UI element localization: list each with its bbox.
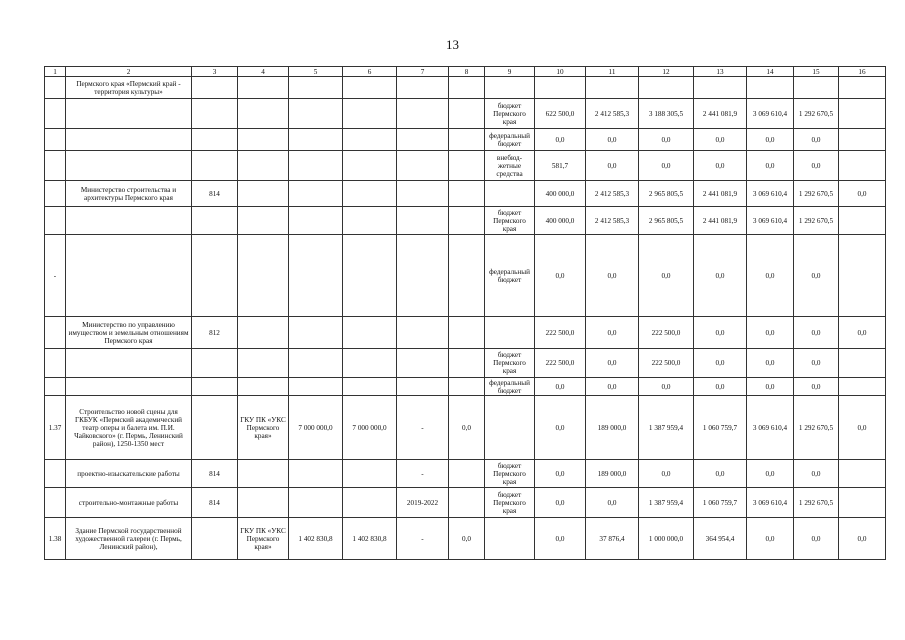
column-header: 14 [747, 67, 794, 77]
table-cell: 0,0 [747, 317, 794, 349]
table-cell: 0,0 [586, 378, 639, 396]
table-cell: 0,0 [747, 129, 794, 151]
table-cell: 0,0 [449, 396, 485, 460]
table-cell: федеральный бюджет [485, 235, 535, 317]
table-cell: 0,0 [586, 349, 639, 378]
table-cell [449, 207, 485, 235]
table-cell [192, 129, 238, 151]
table-cell: 1 402 830,8 [343, 518, 397, 560]
table-cell [66, 151, 192, 181]
table-cell: 7 000 000,0 [289, 396, 343, 460]
table-row [45, 460, 886, 488]
table-cell: бюджет Пермского края [485, 99, 535, 129]
table-cell [45, 129, 66, 151]
table-cell: 812 [192, 317, 238, 349]
table-cell [45, 77, 66, 99]
table-cell: 581,7 [535, 151, 586, 181]
table-cell [45, 181, 66, 207]
table-cell [343, 77, 397, 99]
table-cell [238, 460, 289, 488]
table-cell: Здание Пермской государственной художественной галереи (г. Пермь, Ленинский район), [66, 518, 192, 560]
table-cell: 0,0 [535, 378, 586, 396]
table-cell [192, 235, 238, 317]
table-cell [397, 181, 449, 207]
table-cell [192, 396, 238, 460]
table-cell [397, 235, 449, 317]
table-cell [238, 181, 289, 207]
table-cell [449, 129, 485, 151]
table-cell: 0,0 [535, 129, 586, 151]
table-cell [839, 378, 886, 396]
table-cell [192, 349, 238, 378]
table-cell: 222 500,0 [639, 317, 694, 349]
table-cell [289, 460, 343, 488]
column-header: 15 [794, 67, 839, 77]
table-cell: 0,0 [535, 488, 586, 518]
table-cell: 0,0 [747, 151, 794, 181]
table-cell [586, 77, 639, 99]
table-cell [397, 349, 449, 378]
table-row [45, 378, 886, 396]
table-cell: 622 500,0 [535, 99, 586, 129]
table-cell [192, 378, 238, 396]
table-cell: строительно-монтажные работы [66, 488, 192, 518]
table-cell: 1 292 670,5 [794, 181, 839, 207]
table-cell [839, 488, 886, 518]
table-row [45, 235, 886, 317]
table-cell [449, 235, 485, 317]
table-cell: 0,0 [794, 518, 839, 560]
table-cell [45, 151, 66, 181]
table-cell [839, 460, 886, 488]
table-cell: Министерство строительства и архитектуры Пермского края [66, 181, 192, 207]
column-header-row [45, 67, 886, 77]
table-cell: 2 412 585,3 [586, 99, 639, 129]
table-cell [289, 151, 343, 181]
table-cell: федеральный бюджет [485, 129, 535, 151]
table-cell: - [397, 396, 449, 460]
table-cell: 2 965 805,5 [639, 181, 694, 207]
table-cell [66, 235, 192, 317]
table-cell: 3 069 610,4 [747, 181, 794, 207]
column-header: 9 [485, 67, 535, 77]
table-cell [238, 349, 289, 378]
table-cell [192, 77, 238, 99]
table-cell [485, 518, 535, 560]
table-cell: 1 000 000,0 [639, 518, 694, 560]
table-cell: 0,0 [586, 129, 639, 151]
table-cell: 2 412 585,3 [586, 207, 639, 235]
table-cell [397, 317, 449, 349]
column-header: 10 [535, 67, 586, 77]
table-cell [238, 207, 289, 235]
table-cell [66, 129, 192, 151]
table-cell: 0,0 [794, 235, 839, 317]
table-cell: 0,0 [839, 396, 886, 460]
table-cell: 0,0 [639, 129, 694, 151]
column-header: 7 [397, 67, 449, 77]
table-cell: 3 188 305,5 [639, 99, 694, 129]
table-cell: 0,0 [586, 317, 639, 349]
table-cell: 1 292 670,5 [794, 396, 839, 460]
table-cell [289, 181, 343, 207]
table-cell [45, 460, 66, 488]
table-cell [66, 349, 192, 378]
table-cell [238, 235, 289, 317]
table-cell [66, 99, 192, 129]
table-cell [449, 77, 485, 99]
table-cell: 0,0 [794, 317, 839, 349]
table-cell: 2 441 081,9 [694, 181, 747, 207]
table-cell: 0,0 [586, 235, 639, 317]
table-row [45, 317, 886, 349]
table-cell: ГКУ ПК «УКС Пермского края» [238, 518, 289, 560]
table-cell: 3 069 610,4 [747, 207, 794, 235]
table-cell: 2 412 585,3 [586, 181, 639, 207]
table-cell [45, 349, 66, 378]
table-cell [449, 317, 485, 349]
table-cell: 0,0 [794, 349, 839, 378]
table-cell: бюджет Пермского края [485, 460, 535, 488]
table-cell [449, 151, 485, 181]
table-cell [289, 129, 343, 151]
table-cell [238, 77, 289, 99]
table-cell: внебюд-жетные средства [485, 151, 535, 181]
table-cell: 1 292 670,5 [794, 207, 839, 235]
table-cell: 0,0 [694, 378, 747, 396]
table-cell: бюджет Пермского края [485, 349, 535, 378]
table-cell: 0,0 [694, 129, 747, 151]
table-cell [66, 207, 192, 235]
table-cell [238, 129, 289, 151]
table-cell: Пермского края «Пермский край - территория культуры» [66, 77, 192, 99]
table-cell: 0,0 [639, 151, 694, 181]
table-cell: 7 000 000,0 [343, 396, 397, 460]
table-row [45, 99, 886, 129]
table-cell [535, 77, 586, 99]
table-cell [289, 77, 343, 99]
table-cell: 364 954,4 [694, 518, 747, 560]
column-header: 2 [66, 67, 192, 77]
table-cell: 0,0 [794, 129, 839, 151]
column-header: 4 [238, 67, 289, 77]
column-header: 12 [639, 67, 694, 77]
table-cell: 400 000,0 [535, 181, 586, 207]
table-cell [449, 488, 485, 518]
table-cell [839, 151, 886, 181]
table-cell [343, 317, 397, 349]
table-cell: 0,0 [535, 396, 586, 460]
table-cell: 0,0 [694, 317, 747, 349]
table-cell [485, 181, 535, 207]
table-cell: - [397, 460, 449, 488]
table-cell [343, 460, 397, 488]
table-cell: федеральный бюджет [485, 378, 535, 396]
table-cell [192, 518, 238, 560]
table-cell: 189 000,0 [586, 396, 639, 460]
table-row [45, 129, 886, 151]
table-cell: 0,0 [839, 518, 886, 560]
table-cell [839, 129, 886, 151]
table-cell: 222 500,0 [639, 349, 694, 378]
budget-table [44, 66, 886, 560]
table-cell [192, 99, 238, 129]
table-cell [289, 378, 343, 396]
table-row [45, 349, 886, 378]
table-cell [397, 378, 449, 396]
table-cell [238, 317, 289, 349]
table-cell: 1 060 759,7 [694, 396, 747, 460]
column-header: 16 [839, 67, 886, 77]
table-cell [485, 77, 535, 99]
table-cell: 814 [192, 460, 238, 488]
page-number: 13 [446, 37, 459, 52]
table-cell [343, 207, 397, 235]
table-cell [343, 488, 397, 518]
table-cell: 0,0 [535, 235, 586, 317]
table-cell: - [397, 518, 449, 560]
table-cell [289, 207, 343, 235]
table-cell: 3 069 610,4 [747, 99, 794, 129]
column-header: 6 [343, 67, 397, 77]
table-cell: 2 441 081,9 [694, 207, 747, 235]
table-cell: 3 069 610,4 [747, 488, 794, 518]
table-cell [839, 207, 886, 235]
table-cell [449, 99, 485, 129]
table-row [45, 77, 886, 99]
table-row [45, 151, 886, 181]
table-cell: 2019-2022 [397, 488, 449, 518]
table-cell: Строительство новой сцены для ГКБУК «Пермский академический театр оперы и балета им. П.И. Чайковского» (г. Пермь, Ленинский район), 1250-1350 мест [66, 396, 192, 460]
table-cell: 0,0 [839, 181, 886, 207]
table-cell: 0,0 [839, 317, 886, 349]
table-cell [289, 235, 343, 317]
table-cell [449, 378, 485, 396]
table-cell: 1 402 830,8 [289, 518, 343, 560]
column-header: 11 [586, 67, 639, 77]
table-cell [45, 488, 66, 518]
table-cell [839, 349, 886, 378]
table-cell [397, 151, 449, 181]
table-cell: бюджет Пермского края [485, 207, 535, 235]
table-cell: 189 000,0 [586, 460, 639, 488]
table-cell [449, 460, 485, 488]
table-cell: - [45, 235, 66, 317]
table-cell: 0,0 [586, 488, 639, 518]
table-cell [747, 77, 794, 99]
table-cell: 2 965 805,5 [639, 207, 694, 235]
table-cell: бюджет Пермского края [485, 488, 535, 518]
table-cell: 37 876,4 [586, 518, 639, 560]
table-cell: 0,0 [747, 460, 794, 488]
table-cell: 0,0 [794, 151, 839, 181]
table-cell [343, 378, 397, 396]
table-cell [397, 207, 449, 235]
table-cell: 0,0 [639, 235, 694, 317]
table-row [45, 488, 886, 518]
table-cell [449, 349, 485, 378]
table-cell [45, 99, 66, 129]
table-cell [839, 235, 886, 317]
table-cell [485, 396, 535, 460]
table-cell: 0,0 [747, 378, 794, 396]
table-cell [343, 349, 397, 378]
table-cell [839, 77, 886, 99]
table-cell: 1 060 759,7 [694, 488, 747, 518]
table-cell [794, 77, 839, 99]
table-cell [639, 77, 694, 99]
table-cell: 2 441 081,9 [694, 99, 747, 129]
table-cell [238, 99, 289, 129]
table-cell [397, 77, 449, 99]
table-cell [839, 99, 886, 129]
table-cell [45, 317, 66, 349]
table-cell: 3 069 610,4 [747, 396, 794, 460]
table-cell: 0,0 [586, 151, 639, 181]
table-cell [343, 235, 397, 317]
column-header: 3 [192, 67, 238, 77]
table-cell [45, 378, 66, 396]
table-cell: 0,0 [449, 518, 485, 560]
table-cell: 0,0 [694, 460, 747, 488]
table-cell [397, 99, 449, 129]
table-cell [192, 151, 238, 181]
table-row [45, 207, 886, 235]
table-cell [289, 317, 343, 349]
table-cell: 0,0 [535, 518, 586, 560]
table-cell: 1 387 959,4 [639, 396, 694, 460]
table-cell [238, 488, 289, 518]
column-header: 8 [449, 67, 485, 77]
table-cell: 0,0 [747, 349, 794, 378]
table-cell: 0,0 [747, 235, 794, 317]
table-cell: 0,0 [794, 378, 839, 396]
table-cell [343, 181, 397, 207]
table-cell: 1 387 959,4 [639, 488, 694, 518]
table-cell [192, 207, 238, 235]
column-header: 1 [45, 67, 66, 77]
table-cell: 400 000,0 [535, 207, 586, 235]
table-cell [289, 488, 343, 518]
table-cell: 1.38 [45, 518, 66, 560]
table-cell: проектно-изыскательские работы [66, 460, 192, 488]
table-cell [238, 378, 289, 396]
table-cell [66, 378, 192, 396]
table-cell [694, 77, 747, 99]
table-row [45, 181, 886, 207]
table-cell: 814 [192, 488, 238, 518]
table-cell: 0,0 [694, 151, 747, 181]
table-cell: 1 292 670,5 [794, 99, 839, 129]
table-cell [485, 317, 535, 349]
table-cell: 0,0 [535, 460, 586, 488]
table-cell [238, 151, 289, 181]
table-cell: 0,0 [639, 378, 694, 396]
table-cell: Министерство по управлению имуществом и земельным отношениям Пермского края [66, 317, 192, 349]
column-header: 13 [694, 67, 747, 77]
table-cell: 222 500,0 [535, 317, 586, 349]
table-cell: 222 500,0 [535, 349, 586, 378]
table-cell [343, 99, 397, 129]
table-cell: 1 292 670,5 [794, 488, 839, 518]
table-cell [343, 151, 397, 181]
table-cell [343, 129, 397, 151]
table-row [45, 396, 886, 460]
table-cell: ГКУ ПК «УКС Пермского края» [238, 396, 289, 460]
table-cell: 814 [192, 181, 238, 207]
table-cell: 0,0 [794, 460, 839, 488]
table-cell: 1.37 [45, 396, 66, 460]
table-cell [449, 181, 485, 207]
table-cell [289, 99, 343, 129]
column-header: 5 [289, 67, 343, 77]
table-cell [289, 349, 343, 378]
table-cell [397, 129, 449, 151]
table-cell: 0,0 [639, 460, 694, 488]
table-cell: 0,0 [694, 235, 747, 317]
table-cell: 0,0 [747, 518, 794, 560]
table-cell: 0,0 [694, 349, 747, 378]
table-row [45, 518, 886, 560]
table-cell [45, 207, 66, 235]
